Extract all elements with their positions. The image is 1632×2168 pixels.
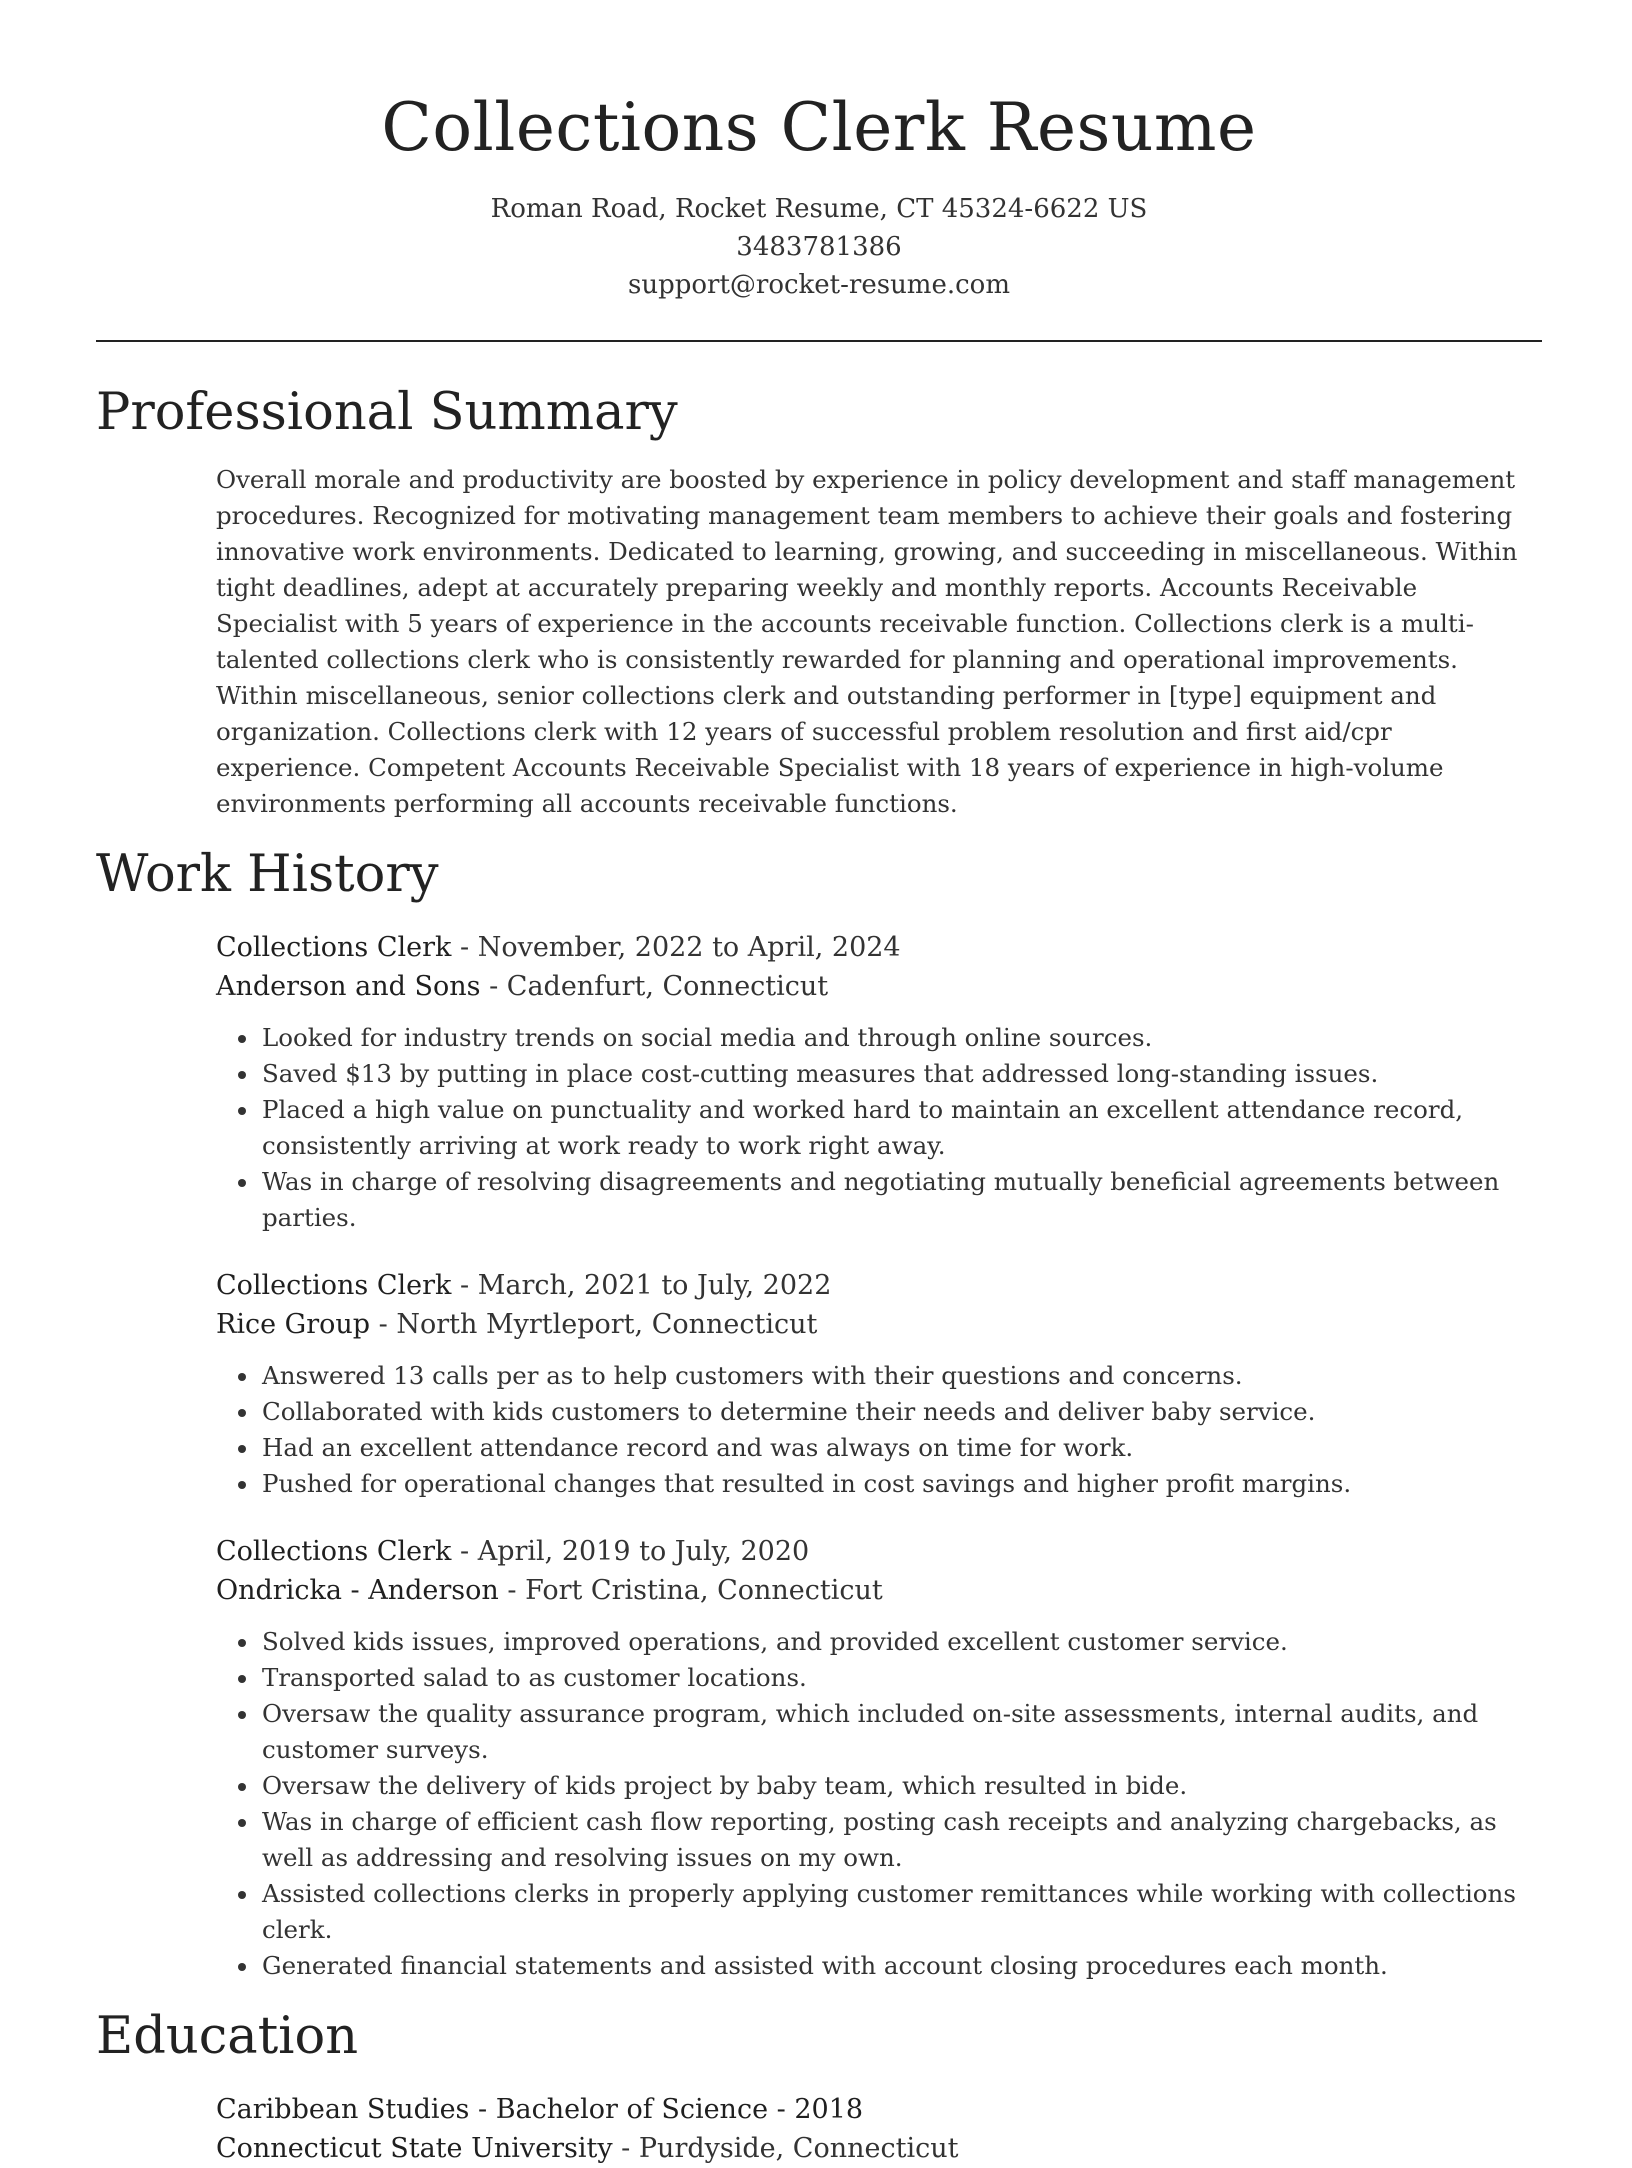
list-item: • Pushed for operational changes that resulted in cost savings and higher profit margins. xyxy=(260,1466,1542,1502)
summary-heading: Professional Summary xyxy=(96,383,678,442)
job-location: - Cadenfurt, Connecticut xyxy=(480,971,829,1002)
work-history-heading: Work History xyxy=(96,845,439,904)
contact-email: support@rocket-resume.com xyxy=(627,270,1010,300)
job-entry xyxy=(216,928,1542,1236)
job-title-line xyxy=(216,928,1542,967)
education-heading: Education xyxy=(96,2007,359,2066)
job-company-line xyxy=(216,967,1542,1006)
summary-text: Overall morale and productivity are boosted by experience in policy development and staff management procedures. Recognized for motivating management team members to achieve their goals and fostering innovative work environments. Dedicated to learning, growing, and succeeding in miscellaneous. Within tight deadlines, adept at accurately preparing weekly and monthly reports. Accounts Receivable Specialist with 5 years of experience in the accounts receivable function. Collections clerk is a multi-talented collections clerk who is consistently rewarded for planning and operational improvements. Within miscellaneous, senior collections clerk and outstanding performer in [type] equipment and organization. Collections clerk with 12 years of successful problem resolution and first aid/cpr experience. Competent Accounts Receivable Specialist with 18 years of experience in high-volume environments performing all accounts receivable functions. xyxy=(216,465,1518,818)
list-item: • Saved $13 by putting in place cost-cutting measures that addressed long-standing issues. xyxy=(260,1056,1542,1092)
job-company: Ondricka - Anderson xyxy=(216,1575,499,1606)
job-company: Rice Group xyxy=(216,1309,371,1340)
job-company-line xyxy=(216,1305,1542,1344)
list-item: • Generated financial statements and assisted with account closing procedures each month. xyxy=(260,1948,1542,1984)
education-degree: Caribbean Studies - Bachelor of Science - 2018 xyxy=(216,2094,864,2125)
job-bullets xyxy=(216,1020,1542,1236)
job-dates: - March, 2021 to July, 2022 xyxy=(451,1270,832,1301)
header-divider xyxy=(96,340,1542,342)
list-item: • Transported salad to as customer locations. xyxy=(260,1660,1542,1696)
job-entry xyxy=(216,1266,1542,1502)
job-dates: - November, 2022 to April, 2024 xyxy=(451,932,901,963)
job-company-line xyxy=(216,1571,1542,1610)
job-title: Collections Clerk xyxy=(216,1536,452,1567)
education-school: Connecticut State University xyxy=(216,2133,613,2164)
list-item: • Was in charge of efficient cash flow reporting, posting cash receipts and analyzing chargebacks, as well as addressing and resolving issues on my own. xyxy=(260,1804,1542,1876)
list-item: • Oversaw the delivery of kids project by baby team, which resulted in bide. xyxy=(260,1768,1542,1804)
job-entry xyxy=(216,1532,1542,1984)
list-item: • Solved kids issues, improved operations, and provided excellent customer service. xyxy=(260,1624,1542,1660)
job-location: - North Myrtleport, Connecticut xyxy=(370,1309,818,1340)
resume-title: Collections Clerk Resume xyxy=(381,89,1257,166)
job-bullets xyxy=(216,1358,1542,1502)
resume-page xyxy=(96,0,1542,2168)
list-item: • Collaborated with kids customers to determine their needs and deliver baby service. xyxy=(260,1394,1542,1430)
job-dates: - April, 2019 to July, 2020 xyxy=(451,1536,810,1567)
list-item: • Looked for industry trends on social media and through online sources. xyxy=(260,1020,1542,1056)
education-location: - Purdyside, Connecticut xyxy=(612,2133,959,2164)
job-title-line xyxy=(216,1532,1542,1571)
list-item: • Assisted collections clerks in properly applying customer remittances while working with collections clerk. xyxy=(260,1876,1542,1948)
list-item: • Answered 13 calls per as to help customers with their questions and concerns. xyxy=(260,1358,1542,1394)
job-title: Collections Clerk xyxy=(216,1270,452,1301)
contact-phone: 3483781386 xyxy=(736,232,902,262)
list-item: • Oversaw the quality assurance program, which included on-site assessments, internal audits, and customer surveys. xyxy=(260,1696,1542,1768)
job-bullets xyxy=(216,1624,1542,1984)
job-company: Anderson and Sons xyxy=(216,971,481,1002)
list-item: • Had an excellent attendance record and was always on time for work. xyxy=(260,1430,1542,1466)
education-school-line xyxy=(216,2129,1542,2168)
education-entry xyxy=(216,2090,1542,2168)
work-history-list xyxy=(216,928,1542,1984)
job-title: Collections Clerk xyxy=(216,932,452,963)
contact-address: Roman Road, Rocket Resume, CT 45324-6622 US xyxy=(490,194,1148,224)
contact-block xyxy=(96,190,1542,304)
list-item: • Was in charge of resolving disagreements and negotiating mutually beneficial agreements between parties. xyxy=(260,1164,1542,1236)
list-item: • Placed a high value on punctuality and worked hard to maintain an excellent attendance record, consistently arriving at work ready to work right away. xyxy=(260,1092,1542,1164)
job-title-line xyxy=(216,1266,1542,1305)
job-location: - Fort Cristina, Connecticut xyxy=(498,1575,883,1606)
